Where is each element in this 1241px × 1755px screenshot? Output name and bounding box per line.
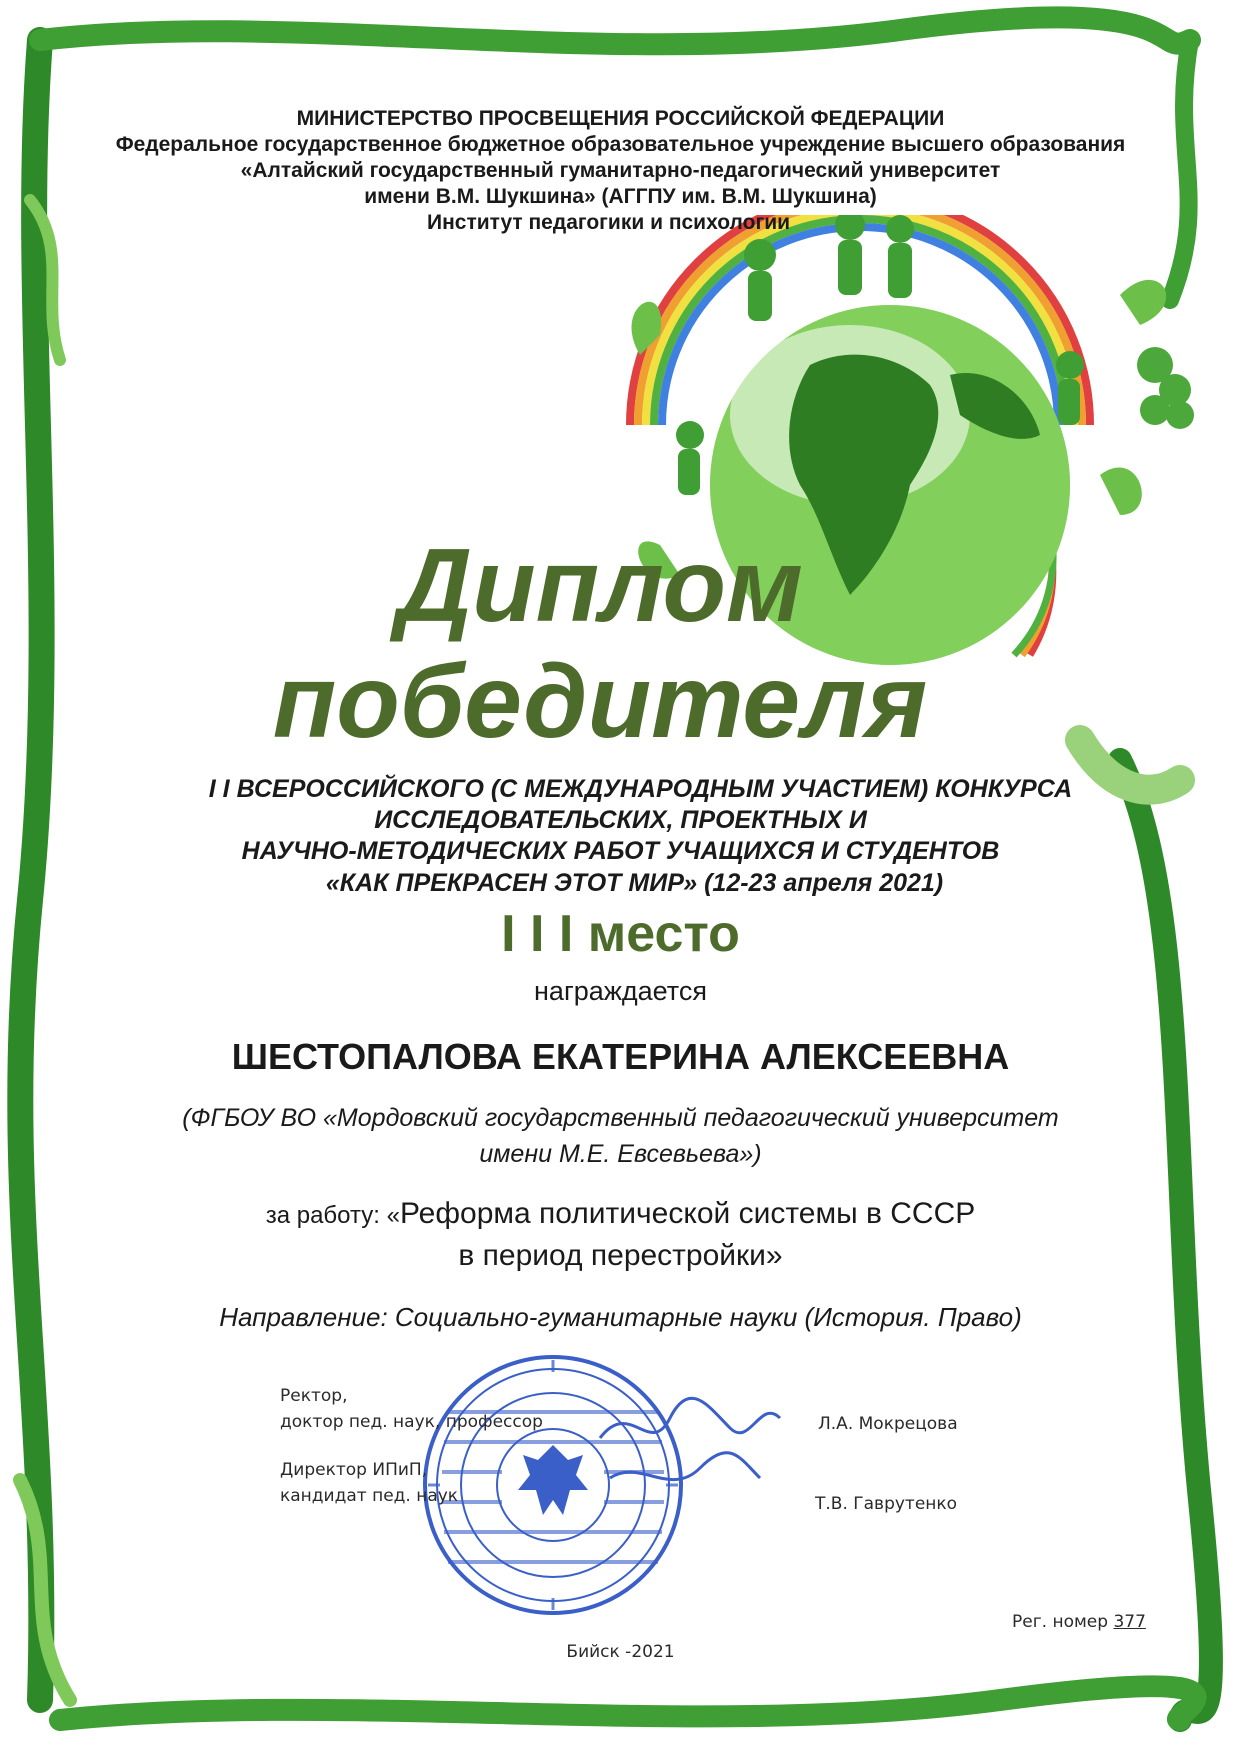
institute-name: Институт педагогики и психологии	[426, 211, 791, 234]
place-award: I I I место	[501, 905, 740, 963]
rector-name: Л.А. Мокрецова	[818, 1414, 958, 1434]
work-prefix: за работу: «	[265, 1202, 400, 1229]
diploma-subtitle: победителя	[272, 644, 928, 760]
rector-title-2: доктор пед. наук, профессор	[280, 1412, 543, 1432]
city-year: Бийск -2021	[566, 1642, 675, 1662]
institution-type: Федеральное государственное бюджетное образовательное учреждение высшего образования	[115, 133, 1126, 156]
recipient-name: ШЕСТОПАЛОВА ЕКАТЕРИНА АЛЕКСЕЕВНА	[231, 1036, 1010, 1077]
organization-line-1: (ФГБОУ ВО «Мордовский государственный педагогический университет	[182, 1104, 1059, 1132]
contest-line-2: ИССЛЕДОВАТЕЛЬСКИХ, ПРОЕКТНЫХ И	[374, 806, 867, 834]
signature-scribble	[590, 1378, 790, 1508]
university-name: «Алтайский государственный гуманитарно-педагогический университет	[240, 159, 1001, 182]
university-name-cont: имени В.М. Шукшина» (АГГПУ им. В.М. Шукшина)	[364, 185, 877, 208]
awarded-label: награждается	[534, 976, 707, 1006]
director-title-1: Директор ИПиП,	[280, 1460, 428, 1480]
work-title: Реформа политической системы в СССР	[399, 1197, 976, 1230]
diploma-title: Диплом	[397, 528, 803, 644]
organization-line-2: имени М.Е. Евсевьева»)	[479, 1140, 762, 1168]
contest-line-3: НАУЧНО-МЕТОДИЧЕСКИХ РАБОТ УЧАЩИХСЯ И СТУДЕНТОВ	[241, 837, 1000, 865]
reg-label: Рег. номер	[1012, 1612, 1114, 1632]
rector-title-1: Ректор,	[280, 1386, 348, 1406]
director-name: Т.В. Гаврутенко	[815, 1494, 958, 1514]
work-title-line-1	[0, 1196, 1241, 1237]
contest-line-4: «КАК ПРЕКРАСЕН ЭТОТ МИР» (12-23 апреля 2021)	[325, 869, 944, 897]
reg-value: 377	[1113, 1612, 1146, 1632]
work-title-line-2: в период перестройки»	[458, 1239, 783, 1272]
contest-line-1: I I ВСЕРОССИЙСКОГО (С МЕЖДУНАРОДНЫМ УЧАСТИЕМ) КОНКУРСА	[208, 775, 1073, 803]
ministry-name: МИНИСТЕРСТВО ПРОСВЕЩЕНИЯ РОССИЙСКОЙ ФЕДЕРАЦИИ	[296, 107, 945, 130]
direction: Направление: Социально-гуманитарные науки (История. Право)	[219, 1302, 1022, 1332]
reg-number	[1012, 1610, 1146, 1634]
director-title-2: кандидат пед. наук	[280, 1486, 459, 1506]
